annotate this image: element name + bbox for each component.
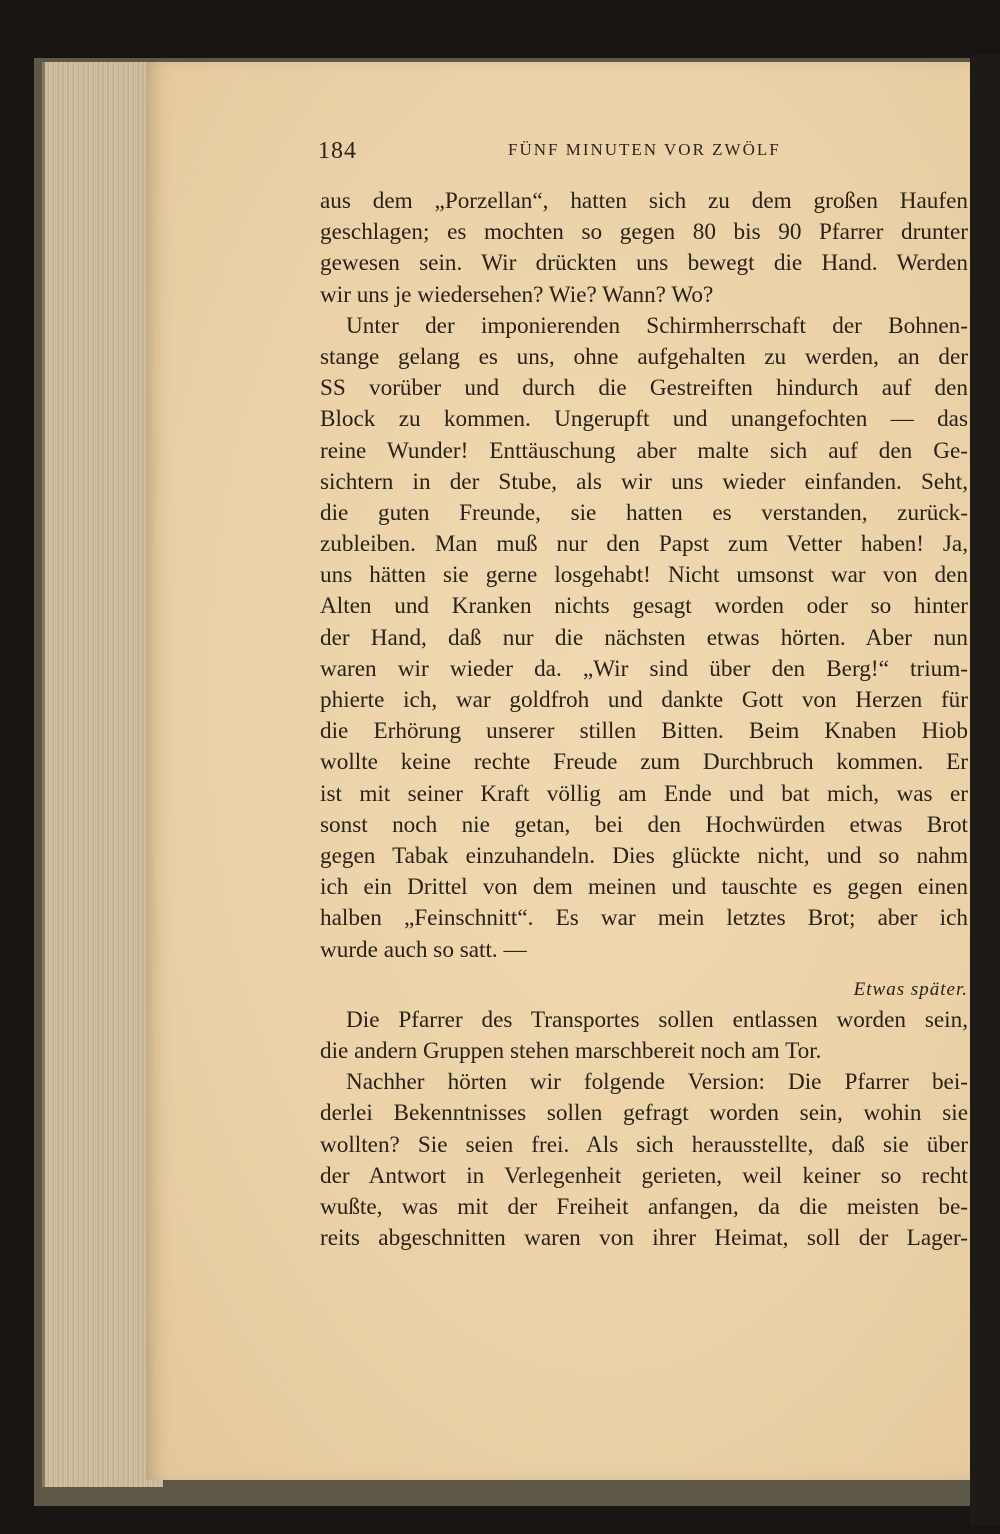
text-line: SS vorüber und durch die Gestreiften hindurch auf den xyxy=(320,375,968,402)
page-edges xyxy=(42,62,163,1487)
text-line: gewesen sein. Wir drückten uns bewegt die Hand. Werden xyxy=(320,250,968,277)
text-line: derlei Bekenntnisses sollen gefragt worden sein, wohin sie xyxy=(320,1100,968,1127)
text-line: Nachher hörten wir folgende Version: Die Pfarrer bei- xyxy=(346,1069,968,1096)
text-line: die Erhörung unserer stillen Bitten. Beim Knaben Hiob xyxy=(320,718,968,745)
binding-shadow xyxy=(970,55,1000,1525)
text-line: die guten Freunde, sie hatten es verstanden, zurück- xyxy=(320,499,968,526)
text-line: wurde auch so satt. — xyxy=(320,936,527,963)
text-line: ich ein Drittel von dem meinen und tauschte es gegen einen xyxy=(320,874,968,901)
text-line: wollten? Sie seien frei. Als sich herausstellte, daß sie über xyxy=(320,1131,968,1158)
section-gap xyxy=(320,966,968,974)
text-line: Block zu kommen. Ungerupft und unangefochten — das xyxy=(320,406,968,433)
page-number: 184 xyxy=(318,138,357,164)
text-line: sonst noch nie getan, bei den Hochwürden etwas Brot xyxy=(320,811,968,838)
text-line: geschlagen; es mochten so gegen 80 bis 90 Pfarrer drunter xyxy=(320,219,968,246)
text-line: uns hätten sie gerne losgehabt! Nicht umsonst war von den xyxy=(320,562,968,589)
section-dateline: Etwas später. xyxy=(853,978,968,1000)
text-line: reits abgeschnitten waren von ihrer Heimat, soll der Lager- xyxy=(320,1225,968,1252)
text-line: die andern Gruppen stehen marschbereit noch am Tor. xyxy=(320,1038,822,1065)
text-line: Die Pfarrer des Transportes sollen entlassen worden sein, xyxy=(346,1006,968,1033)
text-line: reine Wunder! Enttäuschung aber malte sich auf den Ge- xyxy=(320,437,968,464)
text-line: aus dem „Porzellan“, hatten sich zu dem großen Haufen xyxy=(320,188,968,214)
text-line: Unter der imponierenden Schirmherrschaft der Bohnen- xyxy=(346,312,968,339)
text-line: stange gelang es uns, ohne aufgehalten zu werden, an der xyxy=(320,343,968,370)
text-line: Alten und Kranken nichts gesagt worden oder so hinter xyxy=(320,593,968,620)
text-line: ist mit seiner Kraft völlig am Ende und bat mich, was er xyxy=(320,780,968,807)
body-text xyxy=(320,186,968,1254)
text-line: waren wir wieder da. „Wir sind über den Berg!“ trium- xyxy=(320,655,968,682)
text-line: gegen Tabak einzuhandeln. Dies glückte nicht, und so nahm xyxy=(320,842,968,869)
text-line: wir uns je wiedersehen? Wie? Wann? Wo? xyxy=(320,281,714,308)
text-line: zubleiben. Man muß nur den Papst zum Vetter haben! Ja, xyxy=(320,531,968,558)
text-line: der Antwort in Verlegenheit gerieten, weil keiner so recht xyxy=(320,1162,968,1189)
page-header xyxy=(318,138,968,172)
text-line: der Hand, daß nur die nächsten etwas hörten. Aber nun xyxy=(320,624,968,651)
text-line: wußte, was mit der Freiheit anfangen, da die meisten be- xyxy=(320,1194,968,1220)
text-line: wollte keine rechte Freude zum Durchbruch kommen. Er xyxy=(320,749,968,776)
text-line: phierte ich, war goldfroh und dankte Gott von Herzen für xyxy=(320,687,968,713)
text-line: sichtern in der Stube, als wir uns wieder einfanden. Seht, xyxy=(320,468,968,495)
running-head: FÜNF MINUTEN VOR ZWÖLF xyxy=(508,140,781,159)
text-line: halben „Feinschnitt“. Es war mein letztes Brot; aber ich xyxy=(320,905,968,932)
